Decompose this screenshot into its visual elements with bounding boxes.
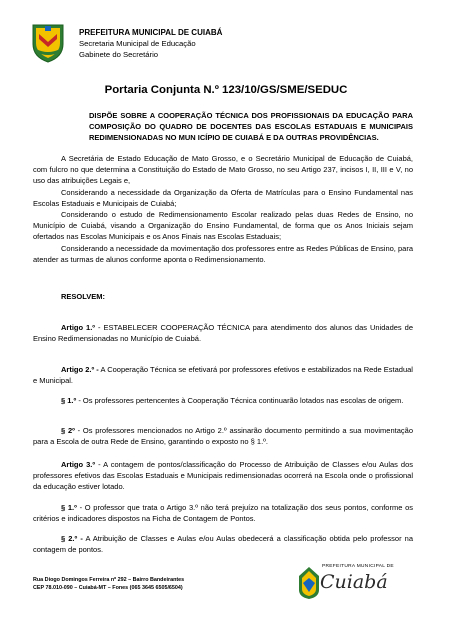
- preamble: [33, 153, 413, 265]
- resolvem-heading: RESOLVEM:: [61, 292, 106, 301]
- preamble-paragraph: Considerando a necessidade da movimentação dos professores entre as Redes Públicas de Ensino, para atender as turmas de alunos conforme aponta o Redimensionamento.: [33, 243, 413, 264]
- letterhead: [79, 27, 222, 60]
- footer-address: [33, 576, 184, 592]
- logo-wordmark: Cuiabá: [320, 571, 388, 593]
- paragraph-text: - Os professores pertencentes à Cooperação Técnica continuarão lotados nas escolas de origem.: [76, 396, 404, 405]
- article-2: [33, 364, 413, 386]
- ementa: DISPÕE SOBRE A COOPERAÇÃO TÉCNICA DOS PROFISSIONAIS DA EDUCAÇÃO PARA COMPOSIÇÃO DO QUADRO DE DOCENTES DAS ESCOLAS ESTADUAIS E MUNICIPAIS REDIMENSIONADAS NO MUN ICÍPIO DE CUIABÁ E DA OUTRAS PROVIDÊNCIAS.: [89, 111, 413, 143]
- org-name: PREFEITURA MUNICIPAL DE CUIABÁ: [79, 28, 223, 37]
- article-label: Artigo 3.º: [61, 460, 96, 469]
- paragraph-label: § 1.º: [61, 396, 77, 405]
- preamble-paragraph: A Secretária de Estado Educação de Mato Grosso, e o Secretário Municipal de Educação de Cuiabá, com fulcro no que determina a Constituição do Estado de Mato Grosso, no seu Artigo 237, incisos I, II, III e V, no uso das atribuições Legais e,: [33, 154, 413, 186]
- article-2-paragraph-1: [33, 395, 413, 406]
- logo-caption: PREFEITURA MUNICIPAL DE: [322, 564, 394, 569]
- article-3: [33, 459, 413, 493]
- office-name: Gabinete do Secretário: [79, 50, 159, 59]
- preamble-paragraph: Considerando o estudo de Redimensionamento Escolar realizado pelas duas Redes de Ensino, no Município de Cuiabá, visando a Organização do Ensino Fundamental, de forma que os Anos Iniciais sejam ofertados nas Escolas Municipais e os Anos Finais nas Escolas Estaduais;: [33, 210, 413, 242]
- article-text: - A contagem de pontos/classificação do Processo de Atribuição de Classes e/ou Aulas dos professores efetivos das Escolas Estaduais e Municipais redimensionadas ocorrerá na Escola onde o profissional da educação estiver lotado.: [33, 460, 413, 492]
- paragraph-text: A Atribuição de Classes e Aulas e/ou Aulas obedecerá a classificação obtida pelo professor na contagem de pontos.: [33, 534, 413, 555]
- footer-line: CEP 78.010-090 – Cuiabá-MT – Fones (065 3645 6505/6504): [33, 585, 183, 592]
- article-label: Artigo 1.º: [61, 323, 96, 332]
- paragraph-label: § 2º: [61, 426, 75, 435]
- paragraph-label: § 1.º: [61, 503, 77, 512]
- article-text: A Cooperação Técnica se efetivará por professores efetivos e estabilizados na Rede Estadual e Municipal.: [33, 365, 413, 386]
- article-2-paragraph-2: [33, 425, 413, 447]
- cuiaba-logo-icon: [298, 566, 320, 600]
- article-1: [33, 322, 413, 344]
- paragraph-label: § 2.º -: [61, 534, 83, 543]
- article-3-paragraph-1: [33, 502, 413, 524]
- article-label: Artigo 2.º -: [61, 365, 99, 374]
- article-3-paragraph-2: [33, 533, 413, 555]
- footer-line: Rua Diogo Domingos Ferreira nº 292 – Bairro Bandeirantes: [33, 577, 185, 583]
- city-crest-icon: [30, 22, 66, 64]
- preamble-paragraph: Considerando a necessidade da Organização da Oferta de Matrículas para o Ensino Fundamental nas Escolas Estaduais e Municipais de Cuiabá;: [33, 187, 413, 208]
- paragraph-text: - O professor que trata o Artigo 3.º não terá prejuízo na totalização dos seus pontos, conforme os critérios e indicadores dispostos na Ficha de Contagem de Pontos.: [33, 503, 413, 524]
- department-name: Secretaria Municipal de Educação: [79, 39, 196, 48]
- paragraph-text: - Os professores mencionados no Artigo 2.º assinarão documento permitindo a sua movimentação para a Escola de outra Rede de Ensino, garantindo o exposto no § 1.º.: [33, 426, 413, 447]
- article-text: - ESTABELECER COOPERAÇÃO TÉCNICA para atendimento dos alunos das Unidades de Ensino Redimensionadas no Município de Cuiabá.: [33, 323, 413, 344]
- document-title: Portaria Conjunta N.º 123/10/GS/SME/SEDUC: [104, 84, 348, 96]
